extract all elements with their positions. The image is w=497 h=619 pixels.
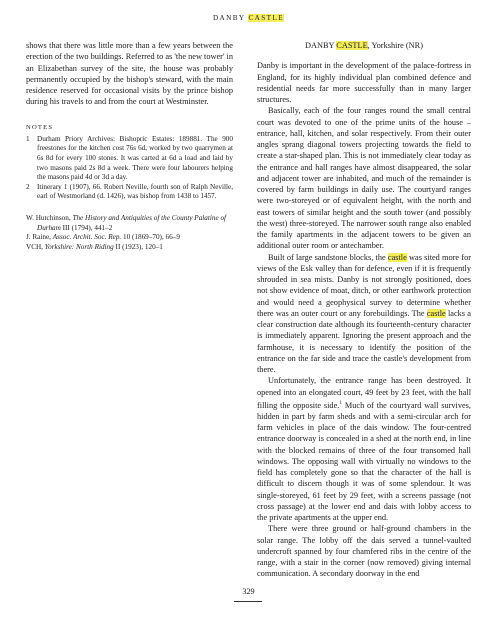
body-paragraph: There were three ground or half-ground chambers in the solar range. The lobby off the dais served a tunnel-vaulted undercroft spanned by four chamfered ribs in the centre of the range, with a stair in the corner (now removed) giving internal communication. A secondary doorway in the end [257,524,471,579]
page-number-rule [234,601,262,602]
footnote-ref: 1 [339,399,343,406]
reference-item: W. Hutchinson, The History and Antiquities of the County Palatine of Durham III (1794), 441–2 [26,213,227,232]
note-text: Itinerary 1 (1907), 66. Robert Neville, fourth son of Ralph Neville, earl of Westmorland (d. 1426), was bishop from 1438 to 1457. [37,182,233,201]
references [26,214,233,252]
search-highlight: castle [426,308,446,318]
left-column [26,40,233,252]
body-paragraph: Unfortunately, the entrance range has been destroyed. It opened into an elongated court, 49 feet by 23 feet, with the hall filling the opposite side.$^1$ Much of the courtyard wall survives, hidden in part by farm sheds and with a semi-circular arch for farm vehicles in place of the dais window. The four-centred entrance doorway is concealed in a shed at the north end, in line with the blocked remains of three of the four transomed hall windows. The opposing wall with virtually no windows to the field has completely gone so that the character of the hall is difficult to discern though it was of some splendour. It was single-storeyed, 61 feet by 29 feet, with a screens passage (not cross passage) at the lower end and dais with lobby access to the private apartments at the upper end. [257,376,471,523]
note-text: Durham Priory Archives: Bishopric Estates: 189881. The 900 freestones for the kitchen cost 76s 6d, worked by two quarrymen at 6s 8d for every 100 stones. It was carted at 6d a load and laid by two masons paid 2s 8d a week. There were four labourers helping the masons paid 4d or 3d a day. [37,134,233,182]
note-item [26,183,233,202]
notes-list [26,135,233,202]
right-column [257,40,471,580]
body-paragraph: Danby is important in the development of the palace-fortress in England, for its highly individual plan combined defence and residential needs far more successfully than in many larger structures. [257,61,471,104]
running-head: DANBY CASTLE [212,14,285,22]
notes-heading: NOTES [26,123,54,131]
search-highlight: castle [387,252,407,262]
page-number: 329 [242,587,255,596]
reference-item: J. Raine, Assoc. Archit. Soc. Rep. 10 (1869–70), 66–9 [26,233,180,242]
body-paragraph: Built of large sandstone blocks, the castle was sited more for views of the Esk valley than for defence, even if it is frequently shrouded in sea mists. Danby is not strongly positioned, does not show evidence of moat, ditch, or other earthwork protection and would need a geophysical survey to determine whether there was an outer court or any forebuildings. The castle lacks a clear construction date although its fourteenth-century character is immediately apparent. Ignoring the present approach and the farmhouse, it is necessary to identify the position of the entrance on the far side and trace the castle's development from there. [257,252,472,374]
reference-item: VCH, Yorkshire: North Riding II (1923), 120–1 [26,242,163,251]
note-number: 1 [26,134,30,143]
note-item [26,135,233,183]
continued-paragraph: shows that there was little more than a few years between the erection of the two buildings. Referred to as 'the new tower' in an Elizabethan survey of the site, the house was probably permanently occupied by the bishop's steward, with the main residence reserved for occasional visits by the prince bishop during his travels to and from the court at Westminster. [26,41,233,107]
note-number: 2 [26,182,30,191]
search-highlight: CASTLE [336,41,368,50]
body-paragraph: Basically, each of the four ranges round the small central court was devoted to one of the prime units of the house – entrance, hall, kitchen, and solar respectively. From their outer angles sprang diagonal towers projecting towards the field to create a star-shaped plan. This is not immediately clear today as the entrance and hall ranges have almost disappeared, the solar and adjacent tower are inhabited, and much of the remainder is covered by farm buildings in daily use. The courtyard ranges were two-storeyed or of equivalent height, with the north and east towers of similar height and the south tower (and possibly the west) three-storeyed. The narrower south range also enabled the family apartments in the adjacent towers to be given an additional outer room or antechamber. [257,106,471,251]
entry-title: DANBY CASTLE, Yorkshire (NR) [305,41,423,50]
search-highlight: CASTLE [248,14,285,22]
